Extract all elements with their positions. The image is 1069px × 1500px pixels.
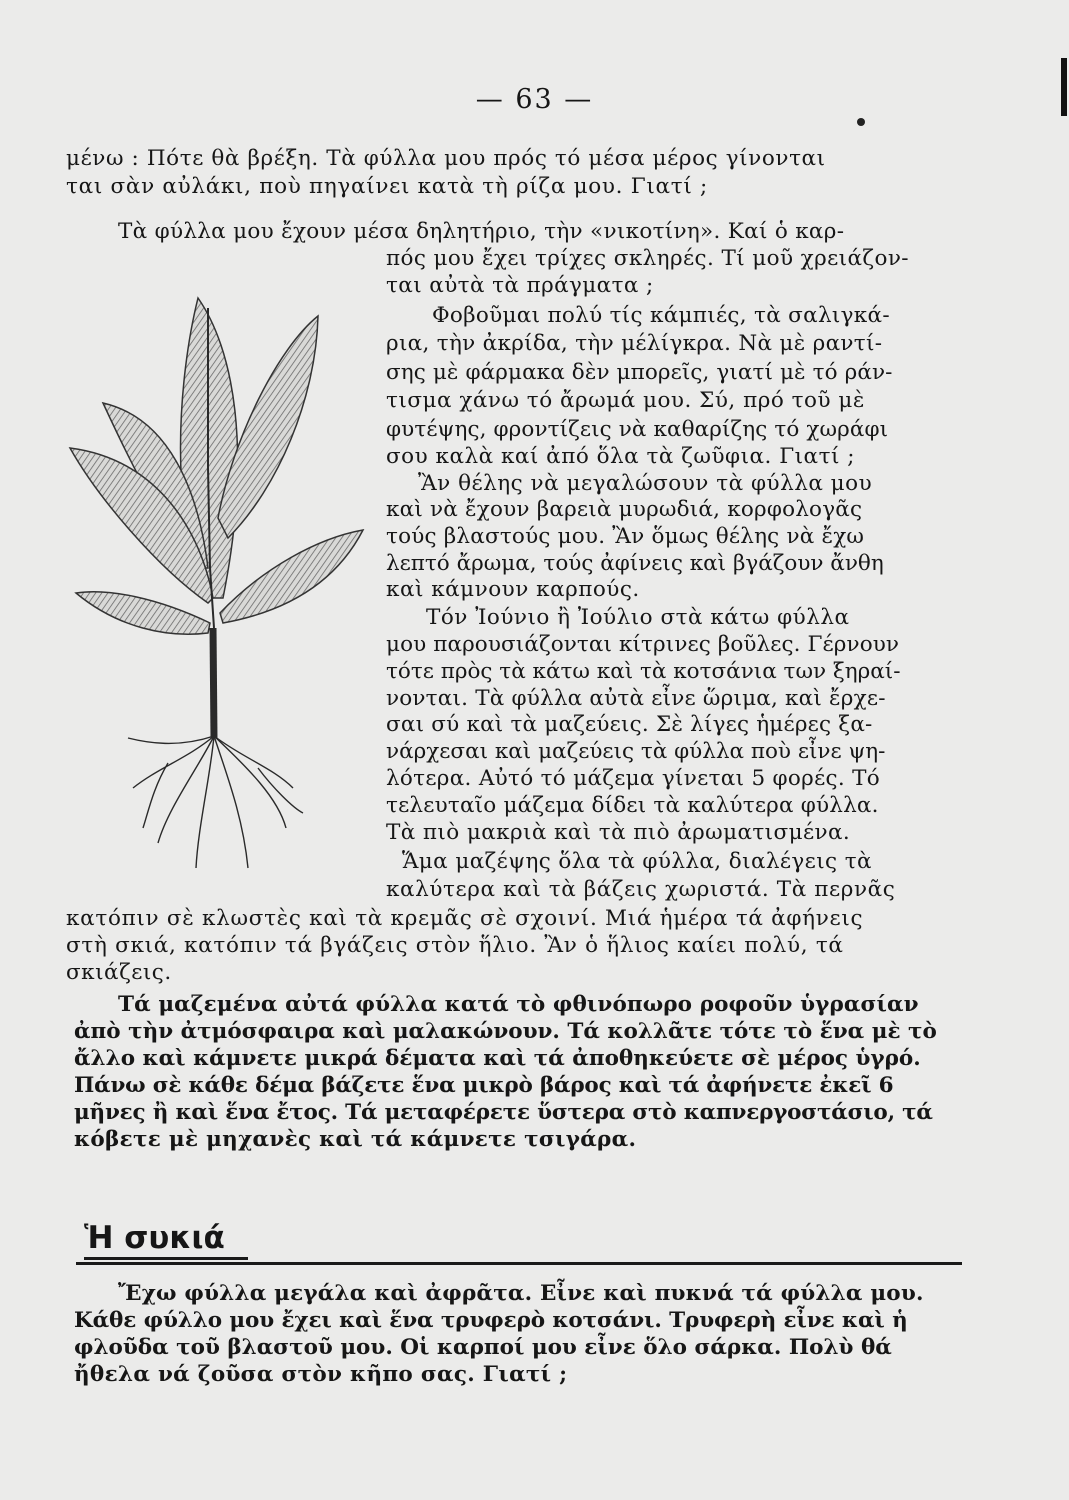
text-line: Τὰ πιὸ μακριὰ καὶ τὰ πιὸ ἀρωματισμένα. — [386, 820, 851, 845]
text-line: Τά μαζεμένα αὐτά φύλλα κατά τὸ φθινόπωρο ροφοῦν ὑγρασίαν — [118, 992, 919, 1017]
text-line: νονται. Τὰ φύλλα αὐτὰ εἶνε ὥριμα, καὶ ἔρχε- — [386, 686, 886, 711]
text-line: φυτέψης, φροντίζεις νὰ καθαρίζης τό χωράφι — [386, 417, 889, 442]
text-line: φλοῦδα τοῦ βλαστοῦ μου. Οἱ καρποί μου εἶνε ὅλο σάρκα. Πολὺ θά — [74, 1335, 892, 1360]
text-line: μου παρουσιάζονται κίτρινες βοῦλες. Γέρνουν — [386, 632, 900, 657]
page-number: — 63 — — [475, 84, 594, 115]
text-line: Κάθε φύλλο μου ἔχει καὶ ἕνα τρυφερὸ κοτσάνι. Τρυφερὴ εἶνε καὶ ἡ — [74, 1308, 908, 1333]
section-rule — [76, 1262, 962, 1265]
text-line: ἄλλο καὶ κάμνετε μικρά δέματα καὶ τά ἀποθηκεύετε σὲ μέρος ὑγρό. — [74, 1046, 921, 1071]
text-line: πός μου ἔχει τρίχες σκληρές. Τί μοῦ χρειάζον- — [386, 246, 909, 271]
text-line: λεπτό ἄρωμα, τούς ἀφίνεις καὶ βγάζουν ἄνθη — [386, 551, 884, 576]
title-underline — [84, 1257, 248, 1260]
text-line: καὶ νὰ ἔχουν βαρειὰ μυρωδιά, κορφολογᾶς — [386, 497, 863, 522]
text-line: κόβετε μὲ μηχανὲς καὶ τά κάμνετε τσιγάρα. — [74, 1127, 637, 1152]
text-line: καλύτερα καὶ τὰ βάζεις χωριστά. Τὰ περνᾶς — [386, 877, 896, 902]
text-line: Τὰ φύλλα μου ἔχουν μέσα δηλητήριο, τὴν «νικοτίνη». Καί ὁ καρ- — [118, 219, 845, 244]
text-line: Ἔχω φύλλα μεγάλα καὶ ἀφρᾶτα. Εἶνε καὶ πυκνά τά φύλλα μου. — [118, 1281, 924, 1306]
text-line: σης μὲ φάρμακα δὲν μπορεῖς, γιατί μὲ τό ράν- — [386, 360, 893, 385]
text-line: σαι σύ καὶ τὰ μαζεύεις. Σὲ λίγες ἡμέρες ξα- — [386, 712, 873, 737]
text-line: Πάνω σὲ κάθε δέμα βάζετε ἕνα μικρὸ βάρος καὶ τά ἀφήνετε ἐκεῖ 6 — [74, 1073, 894, 1098]
plant-leaves — [70, 298, 363, 634]
text-line: τούς βλαστούς μου. Ἂν ὅμως θέλης νὰ ἔχω — [386, 524, 865, 549]
text-line: σου καλὰ καί ἀπό ὅλα τὰ ζωῦφια. Γιατί ; — [386, 444, 855, 469]
text-line: νάρχεσαι καὶ μαζεύεις τὰ φύλλα ποὺ εἶνε ψη- — [386, 739, 886, 764]
text-line: τισμα χάνω τό ἄρωμά μου. Σύ, πρό τοῦ μὲ — [386, 388, 865, 413]
ink-dot — [857, 118, 865, 126]
text-line: τελευταῖο μάζεμα δίδει τὰ καλύτερα φύλλα. — [386, 793, 879, 818]
text-line: ται αὐτὰ τὰ πράγματα ; — [386, 273, 654, 298]
text-line: Ἅμα μαζέψης ὅλα τὰ φύλλα, διαλέγεις τὰ — [402, 849, 872, 874]
text-line: μῆνες ἢ καὶ ἕνα ἔτος. Τά μεταφέρετε ὕστερα στὸ καπνεργοστάσιο, τά — [74, 1100, 933, 1125]
text-line: κατόπιν σὲ κλωστὲς καὶ τὰ κρεμᾶς σὲ σχοινί. Μιά ἡμέρα τά ἀφήνεις — [66, 906, 864, 931]
text-line: καὶ κάμνουν καρπούς. — [386, 577, 640, 602]
text-line: ἤθελα νά ζοῦσα στὸν κῆπο σας. Γιατί ; — [74, 1362, 568, 1387]
text-line: τότε πρὸς τὰ κάτω καὶ τὰ κοτσάνια των ξηραί- — [386, 659, 901, 684]
tobacco-plant-illustration — [48, 268, 378, 878]
text-line: Φοβοῦμαι πολύ τίς κάμπιές, τὰ σαλιγκά- — [432, 303, 890, 328]
text-line: στὴ σκιά, κατόπιν τά βγάζεις στὸν ἥλιο. Ἂν ὁ ἥλιος καίει πολύ, τά — [66, 933, 844, 958]
text-line: σκιάζεις. — [66, 960, 172, 985]
plant-roots — [128, 736, 303, 868]
text-line: λότερα. Αὐτό τό μάζεμα γίνεται 5 φορές. Τό — [386, 766, 881, 791]
text-line: ἀπὸ τὴν ἀτμόσφαιρα καὶ μαλακώνουν. Τά κολλᾶτε τότε τὸ ἕνα μὲ τὸ — [74, 1019, 937, 1044]
text-line: μένω : Πότε θὰ βρέξη. Τὰ φύλλα μου πρός τό μέσα μέρος γίνονται — [66, 146, 826, 171]
text-line: ται σὰν αὐλάκι, ποὺ πηγαίνει κατὰ τὴ ρίζα μου. Γιατί ; — [66, 174, 708, 199]
section-title: Ἡ συκιά — [84, 1220, 225, 1256]
text-line: ρια, τὴν ἀκρίδα, τὴν μέλίγκρα. Νὰ μὲ ραντί- — [386, 331, 883, 356]
text-line: Ἂν θέλης νὰ μεγαλώσουν τὰ φύλλα μου — [418, 471, 873, 496]
text-line: Τόν Ἰούνιο ἢ Ἰούλιο στὰ κάτω φύλλα — [426, 605, 850, 630]
